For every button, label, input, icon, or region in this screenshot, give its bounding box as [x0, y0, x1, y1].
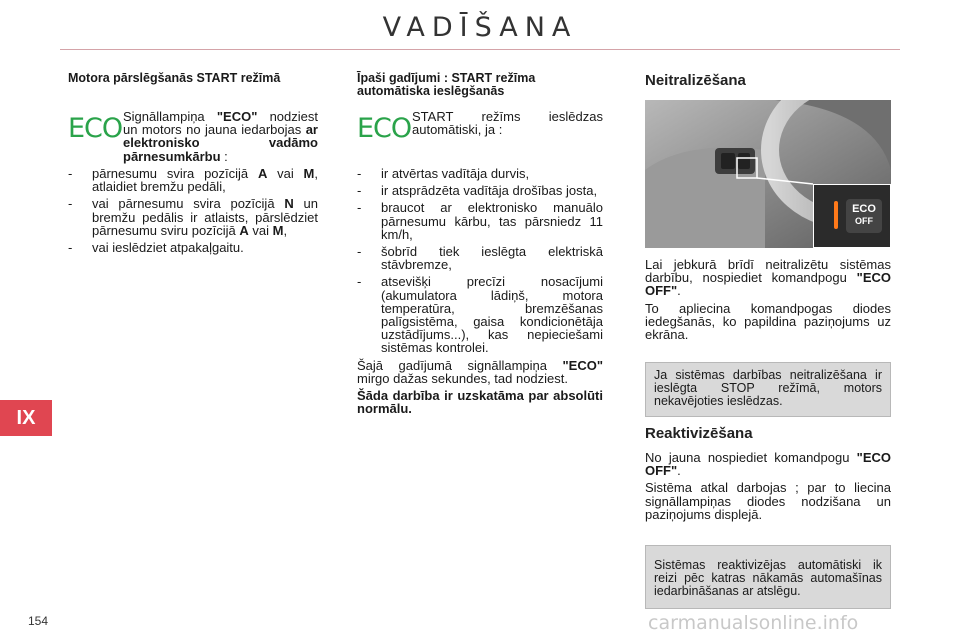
list-item: - ir atsprādzēta vadītāja drošības josta,: [357, 184, 603, 197]
list-item: - vai ieslēdziet atpakaļgaitu.: [68, 241, 318, 254]
section-heading-reactivation: Reaktivizēšana: [645, 425, 753, 442]
neutralization-instructions: Lai jebkurā brīdī neitralizētu sistēmas darbību, nospiediet komandpogu "ECO OFF".: [645, 257, 891, 299]
eco-off-button-photo: [645, 100, 891, 248]
info-note-neutralization: Ja sistēmas darbības neitralizēšana ir ieslēgta STOP režīmā, motors nekavējoties ieslēdzas.: [645, 362, 891, 417]
eco-blink-paragraph: Šajā gadījumā signāllampiņa "ECO" mirgo dažas sekundes, tad nodziest.: [357, 357, 603, 386]
led-indicator-icon: [834, 201, 838, 229]
reactivation-text: [645, 451, 891, 521]
list-item: - ir atvērtas vadītāja durvis,: [357, 167, 603, 180]
eco-indicator-icon: ECO: [357, 113, 412, 144]
eco-indicator-icon: ECO: [68, 113, 123, 144]
info-note-reactivation: Sistēmas reaktivizējas automātiski ik reizi pēc katras nākamās automašīnas iedarbināšanas ar atslēgu.: [645, 545, 891, 609]
section-heading-start-mode: Motora pārslēgšanās START režīmā: [68, 71, 281, 85]
section-heading-neutralization: Neitralizēšana: [645, 72, 746, 89]
eco-indicator-text: Signāllampiņa "ECO" nodziest un motors no jauna iedarbojas ar elektronisko vadāmo pārnesumkārbu :: [123, 109, 318, 164]
chapter-tab: IX: [0, 400, 52, 436]
column-special-cases: [357, 72, 603, 98]
neutralization-text: [645, 258, 891, 341]
page-title: VADĪŠANA: [382, 12, 578, 43]
reactivation-confirmation: Sistēma atkal darbojas ; par to liecina signāllampiņas diodes nodzišana un paziņojums displejā.: [645, 480, 891, 522]
list-item: - braucot ar elektronisko manuālo pārnesumu kārbu, tas pārsniedz 11 km/h,: [357, 201, 603, 241]
auto-start-text: START režīms ieslēdzas automātiski, ja :: [412, 109, 603, 138]
title-divider: [60, 49, 900, 50]
normal-operation-note: Šāda darbība ir uzskatāma par absolūti normālu.: [357, 388, 603, 417]
neutralization-confirmation: To apliecina komandpogas diodes iedegšanās, ko papildina paziņojums uz ekrāna.: [645, 300, 891, 343]
list-item: - atsevišķi precīzi nosacījumi (akumulatora lādiņš, motora temperatūra, bremzēšanas palīgsistēma, gaisa kondicionētāja uzstādījums...), kas nepieciešami sistēmas kontrolei.: [357, 275, 603, 354]
section-heading-special-cases: Īpaši gadījumi : START režīma automātiska ieslēgšanās: [357, 71, 536, 98]
list-item: - vai pārnesumu svira pozīcijā N un bremžu pedālis ir atlaists, pārslēdziet pārnesumu sviru pozīcijā A vai M,: [68, 197, 318, 237]
auto-start-conditions: [357, 167, 603, 415]
reactivation-instructions: No jauna nospiediet komandpogu "ECO OFF".: [645, 450, 891, 479]
eco-off-button-label: ECO OFF: [846, 199, 882, 233]
page-number: 154: [28, 614, 49, 628]
list-item: - pārnesumu svira pozīcijā A vai M, atlaidiet bremžu pedāli,: [68, 167, 318, 193]
column-start-mode: [68, 72, 318, 85]
start-conditions-list: [68, 167, 318, 254]
list-item: - šobrīd tiek ieslēgta elektriskā stāvbremze,: [357, 245, 603, 271]
eco-off-button-inset: [813, 184, 891, 248]
watermark-text: carmanualsonline.info: [648, 612, 859, 634]
